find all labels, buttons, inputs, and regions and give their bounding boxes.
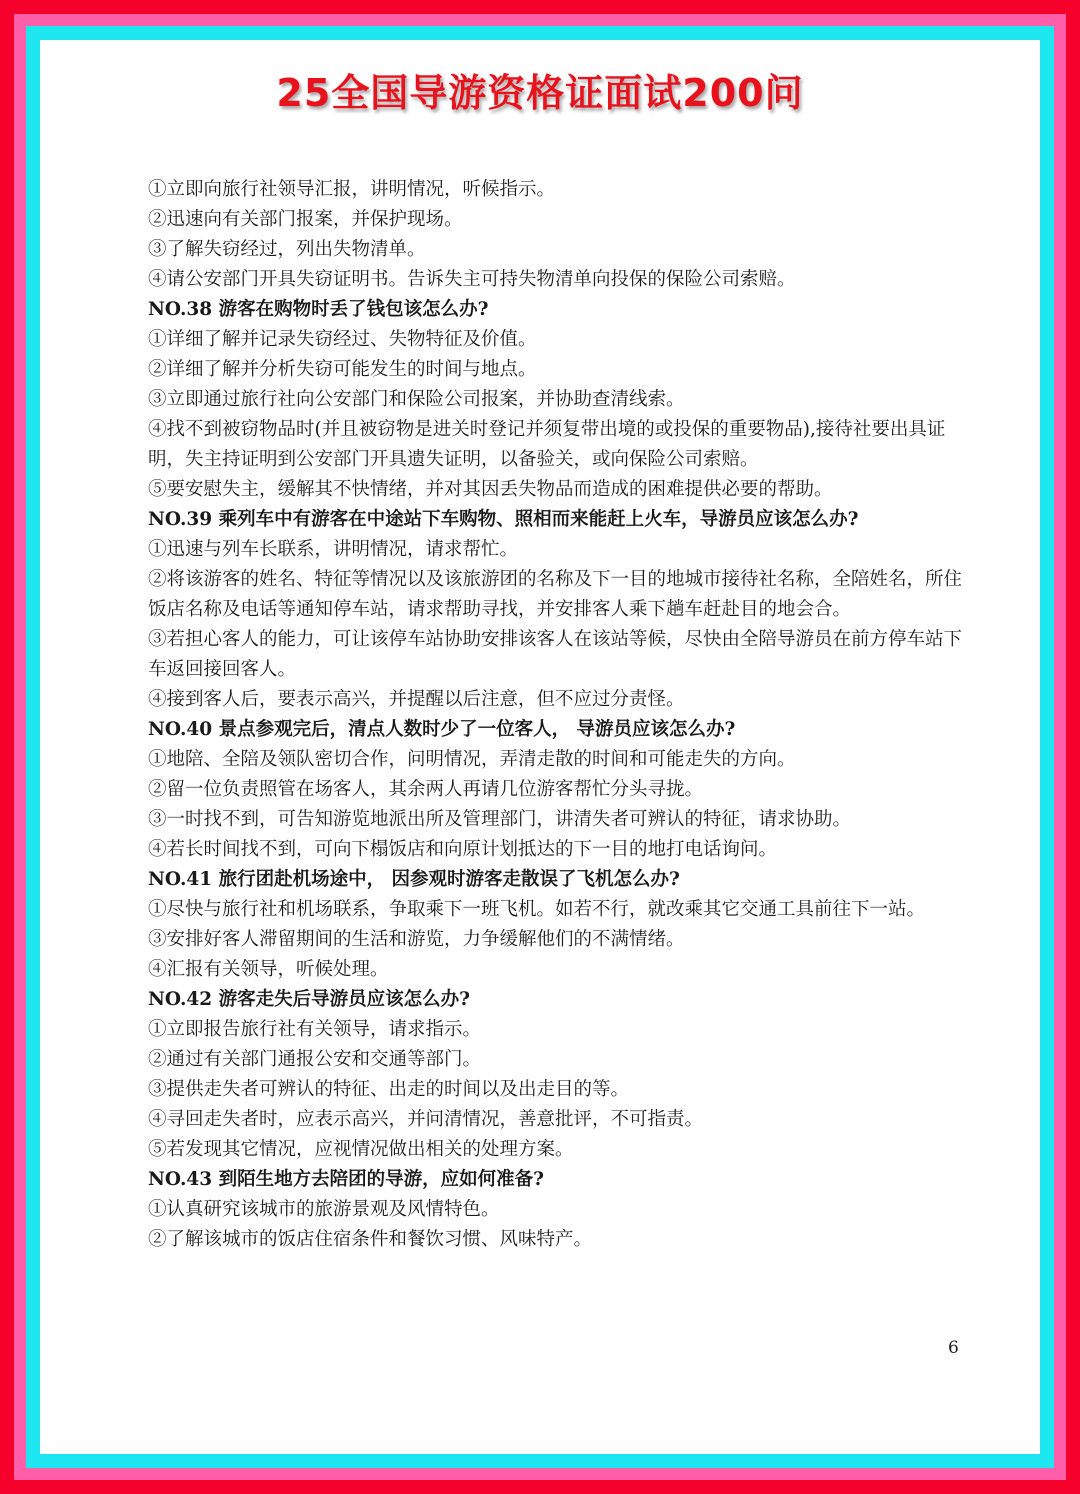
answer-item: ④请公安部门开具失窃证明书。告诉失主可持失物清单向投保的保险公司索赔。	[148, 269, 796, 290]
answer-item: ②详细了解并分析失窃可能发生的时间与地点。	[148, 359, 537, 380]
question-heading: NO.43 到陌生地方去陪团的导游，应如何准备?	[148, 1169, 544, 1190]
answer-item: ①认真研究该城市的旅游景观及风情特色。	[148, 1199, 500, 1220]
answer-item: ②通过有关部门通报公安和交通等部门。	[148, 1049, 482, 1070]
answer-item: ①地陪、全陪及领队密切合作，问明情况，弄清走散的时间和可能走失的方向。	[148, 749, 796, 770]
answer-item: ③一时找不到，可告知游览地派出所及管理部门，讲清失者可辨认的特征，请求协助。	[148, 809, 852, 830]
answer-item: ③提供走失者可辨认的特征、出走的时间以及出走目的等。	[148, 1079, 630, 1100]
answer-item: ⑤要安慰失主，缓解其不快情绪，并对其因丢失物品而造成的困难提供必要的帮助。	[148, 479, 833, 500]
question-heading: NO.42 游客走失后导游员应该怎么办?	[148, 989, 470, 1010]
answer-item: ④找不到被窃物品时(并且被窃物是进关时登记并须复带出境的或投保的重要物品),接待社要出具证明，失主持证明到公安部门开具遗失证明，以备验关，或向保险公司索赔。	[148, 419, 946, 470]
answer-item: ①详细了解并记录失窃经过、失物特征及价值。	[148, 329, 537, 350]
answer-item: ①尽快与旅行社和机场联系，争取乘下一班飞机。如若不行，就改乘其它交通工具前往下一站。	[148, 899, 926, 920]
answer-item: ③安排好客人滞留期间的生活和游览，力争缓解他们的不满情绪。	[148, 929, 685, 950]
page-number: 6	[948, 1338, 959, 1358]
question-heading: NO.38 游客在购物时丢了钱包该怎么办?	[148, 299, 489, 320]
answer-item: ③若担心客人的能力，可让该停车站协助安排该客人在该站等候，尽快由全陪导游员在前方停车站下车返回接回客人。	[148, 629, 963, 680]
answer-item: ③立即通过旅行社向公安部门和保险公司报案，并协助查清线索。	[148, 389, 685, 410]
answer-item: ①立即向旅行社领导汇报，讲明情况，听候指示。	[148, 179, 556, 200]
answer-item: ②将该游客的姓名、特征等情况以及该旅游团的名称及下一目的地城市接待社名称，全陪姓名，所住饭店名称及电话等通知停车站，请求帮助寻找，并安排客人乘下趟车赶赴目的地会合。	[148, 569, 963, 620]
document-page	[40, 40, 1040, 1454]
answer-item: ②留一位负责照管在场客人，其余两人再请几位游客帮忙分头寻拢。	[148, 779, 704, 800]
answer-item: ②迅速向有关部门报案，并保护现场。	[148, 209, 463, 230]
answer-item: ⑤若发现其它情况，应视情况做出相关的处理方案。	[148, 1139, 574, 1160]
answer-item: ④接到客人后，要表示高兴，并提醒以后注意，但不应过分责怪。	[148, 689, 685, 710]
answer-item: ②了解该城市的饭店住宿条件和餐饮习惯、风味特产。	[148, 1229, 593, 1250]
question-heading: NO.39 乘列车中有游客在中途站下车购物、照相而来能赶上火车，导游员应该怎么办?	[148, 509, 859, 530]
answer-item: ④若长时间找不到，可向下榻饭店和向原计划抵达的下一目的地打电话询问。	[148, 839, 778, 860]
answer-item: ④汇报有关领导，听候处理。	[148, 959, 389, 980]
answer-item: ③了解失窃经过，列出失物清单。	[148, 239, 426, 260]
answer-item: ①迅速与列车长联系，讲明情况，请求帮忙。	[148, 539, 519, 560]
qa-content	[148, 175, 963, 1255]
answer-item: ①立即报告旅行社有关领导，请求指示。	[148, 1019, 482, 1040]
answer-item: ④寻回走失者时，应表示高兴，并问清情况，善意批评，不可指责。	[148, 1109, 704, 1130]
question-heading: NO.41 旅行团赴机场途中， 因参观时游客走散误了飞机怎么办?	[148, 869, 680, 890]
question-heading: NO.40 景点参观完后，清点人数时少了一位客人， 导游员应该怎么办?	[148, 719, 736, 740]
page-title: 25全国导游资格证面试200问	[276, 71, 804, 115]
